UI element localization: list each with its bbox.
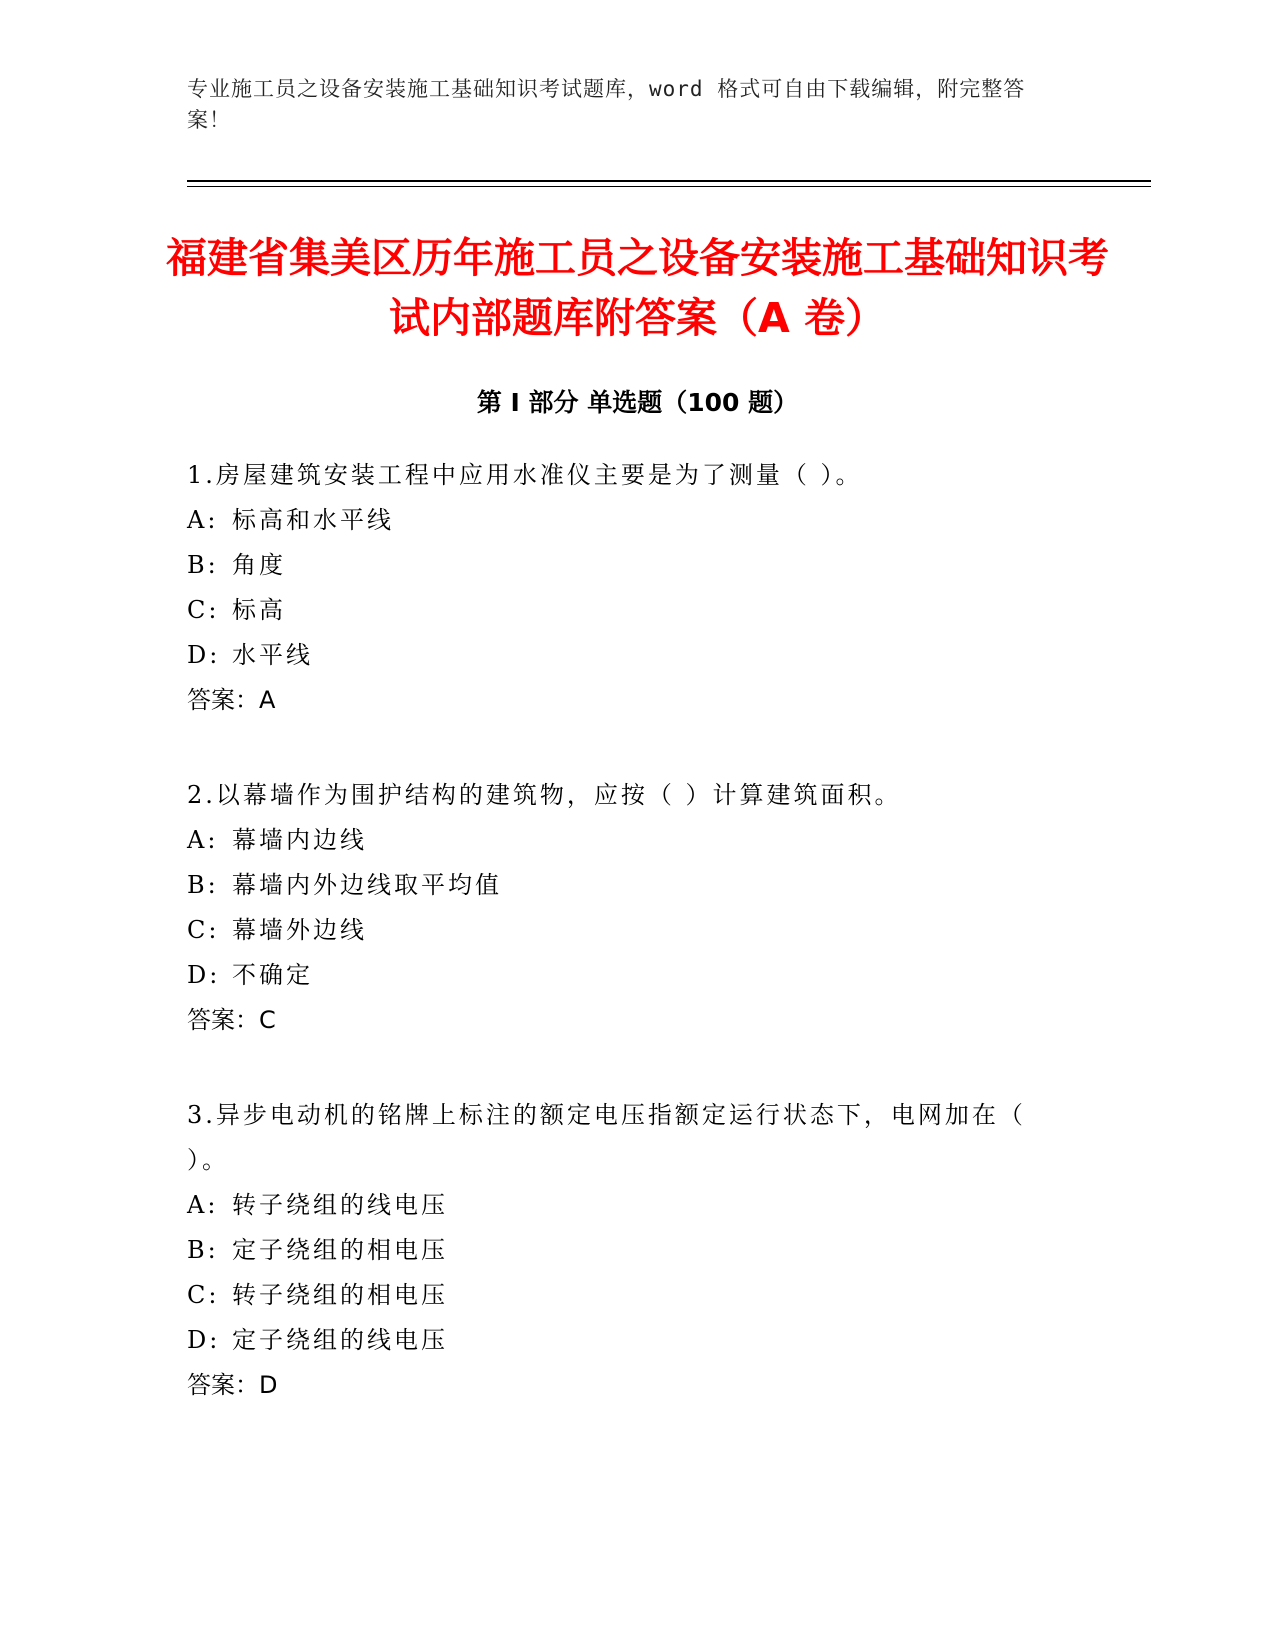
question-stem: 3.异步电动机的铭牌上标注的额定电压指额定运行状态下，电网加在（ ）。 (187, 1101, 1026, 1174)
option-text: 角度 (232, 551, 286, 579)
option-text: 幕墙内边线 (232, 826, 367, 854)
option-letter: D: (187, 961, 221, 989)
option-letter: A: (187, 826, 219, 854)
option-text: 水平线 (232, 641, 313, 669)
question-stem: 1.房屋建筑安装工程中应用水准仪主要是为了测量（ ）。 (187, 461, 863, 489)
answer-line: 答案：A (187, 686, 276, 714)
question-stem: 2.以幕墙作为围护结构的建筑物，应按（ ）计算建筑面积。 (187, 781, 902, 809)
option-row (187, 633, 1067, 678)
option-row (187, 588, 1067, 633)
option-row (187, 1228, 1067, 1273)
option-text: 标高和水平线 (232, 506, 394, 534)
question-block (187, 773, 1067, 1043)
option-row (187, 543, 1067, 588)
question-block (187, 453, 1067, 723)
option-text: 转子绕组的线电压 (232, 1191, 448, 1219)
option-letter: B: (187, 1236, 219, 1264)
option-row (187, 818, 1067, 863)
header-note: 专业施工员之设备安装施工基础知识考试题库，word 格式可自由下载编辑，附完整答案！ (187, 77, 1026, 132)
answer-line: 答案：C (187, 1006, 276, 1034)
option-text: 定子绕组的相电压 (232, 1236, 448, 1264)
option-row (187, 863, 1067, 908)
option-row (187, 908, 1067, 953)
option-text: 转子绕组的相电压 (232, 1281, 448, 1309)
option-row (187, 1183, 1067, 1228)
option-letter: D: (187, 641, 221, 669)
option-text: 标高 (232, 596, 286, 624)
answer-line: 答案：D (187, 1371, 278, 1399)
option-row (187, 498, 1067, 543)
option-letter: A: (187, 506, 219, 534)
option-row (187, 1273, 1067, 1318)
option-letter: C: (187, 916, 220, 944)
option-letter: B: (187, 871, 219, 899)
header-rule-thin (187, 186, 1151, 187)
option-row (187, 953, 1067, 998)
option-text: 幕墙外边线 (232, 916, 367, 944)
option-row (187, 1318, 1067, 1363)
document-title: 福建省集美区历年施工员之设备安装施工基础知识考试内部题库附答案（A 卷） (166, 234, 1109, 342)
option-letter: C: (187, 1281, 220, 1309)
option-text: 定子绕组的线电压 (232, 1326, 448, 1354)
question-block (187, 1093, 1067, 1408)
option-letter: D: (187, 1326, 221, 1354)
option-text: 不确定 (232, 961, 313, 989)
section-title: 第 I 部分 单选题（100 题） (476, 388, 799, 417)
option-letter: C: (187, 596, 220, 624)
option-letter: A: (187, 1191, 219, 1219)
header-rule-thick (187, 180, 1151, 182)
option-text: 幕墙内外边线取平均值 (232, 871, 502, 899)
option-letter: B: (187, 551, 219, 579)
